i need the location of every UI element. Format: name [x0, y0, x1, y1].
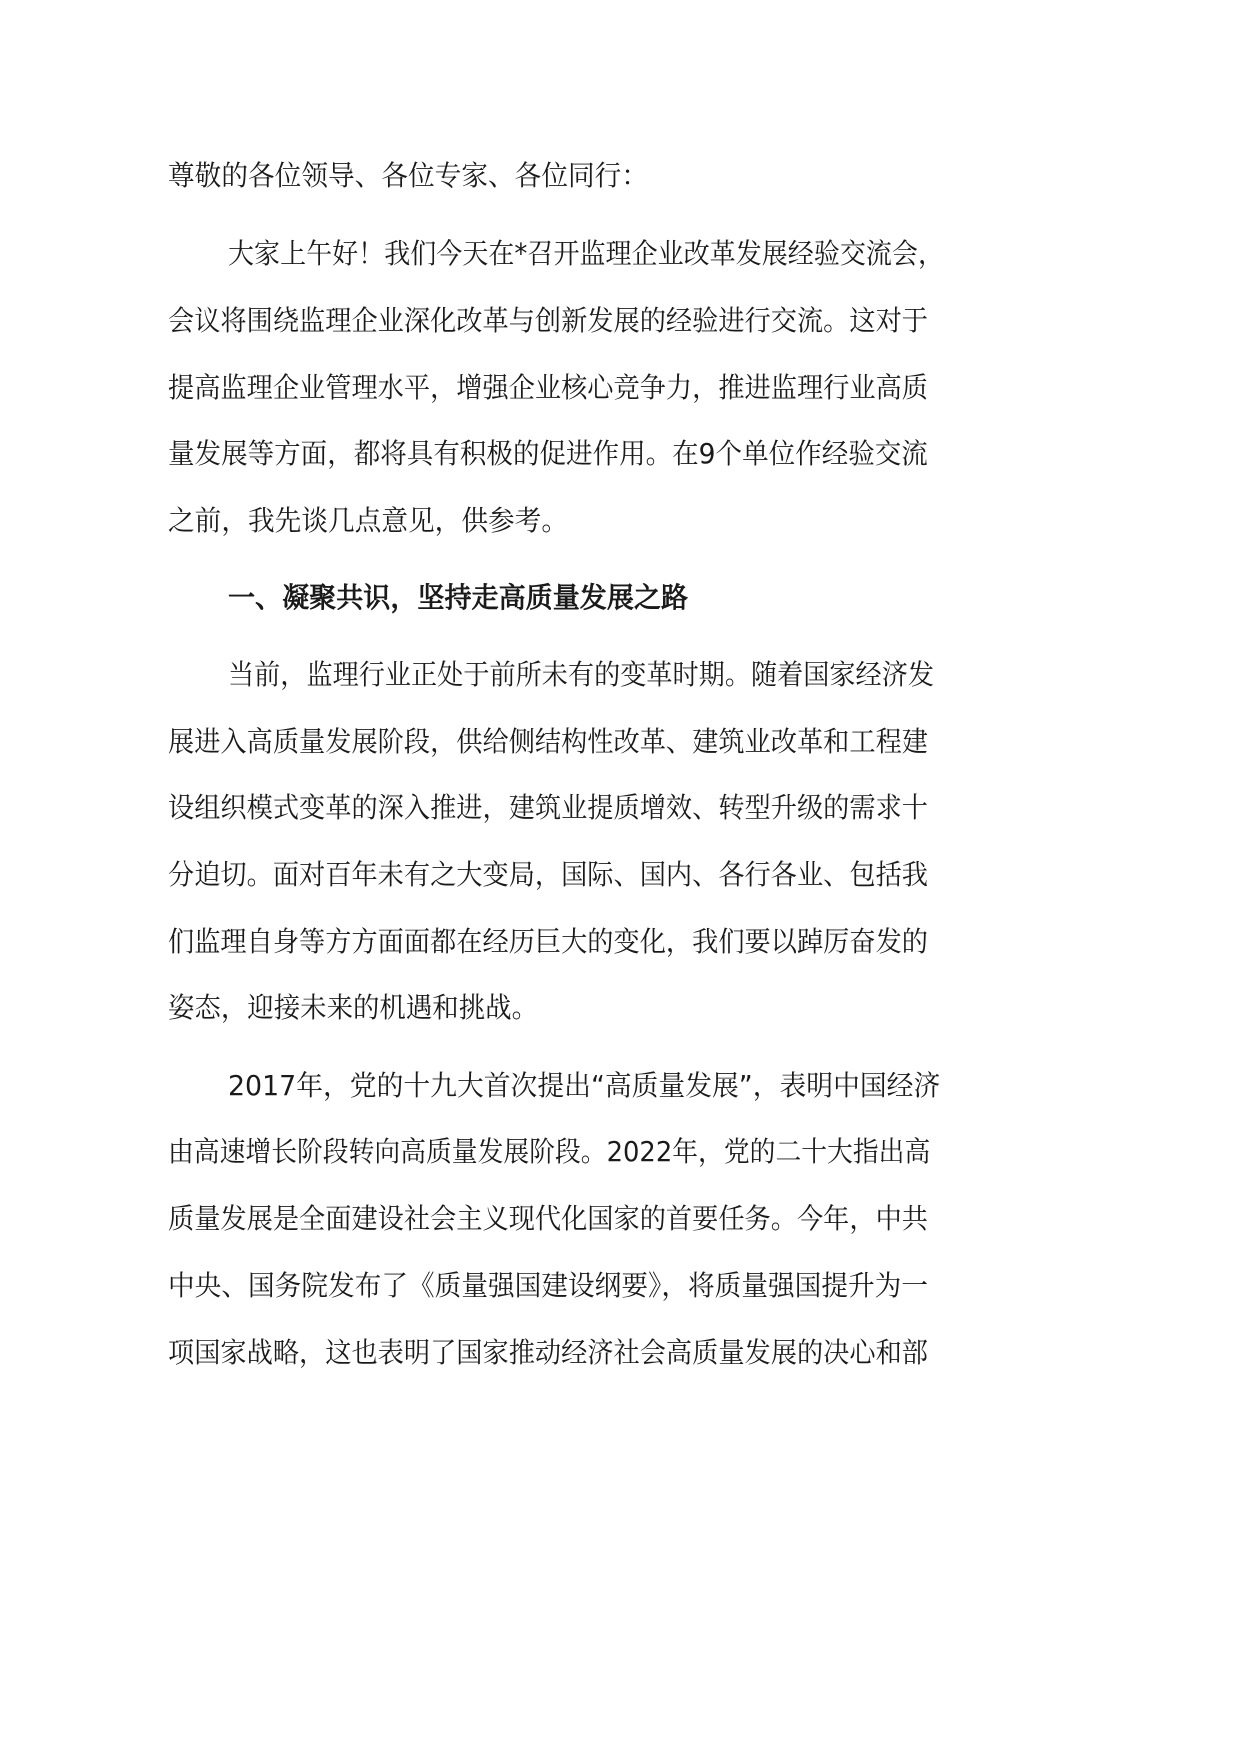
- paragraph-3-line-4: 中央、国务院发布了《质量强国建设纲要》，将质量强国提升为一: [168, 1269, 929, 1302]
- greeting-line: 尊敬的各位领导、各位专家、各位同行：: [168, 159, 649, 192]
- paragraph-2-line-6: 姿态，迎接未来的机遇和挑战。: [168, 991, 539, 1024]
- paragraph-3-line-3: 质量发展是全面建设社会主义现代化国家的首要任务。今年，中共: [168, 1202, 929, 1235]
- paragraph-2-line-2: 展进入高质量发展阶段，供给侧结构性改革、建筑业改革和工程建: [168, 725, 929, 758]
- paragraph-3-line-5: 项国家战略，这也表明了国家推动经济社会高质量发展的决心和部: [168, 1336, 929, 1369]
- paragraph-2-line-4: 分迫切。面对百年未有之大变局，国际、国内、各行各业、包括我: [168, 858, 929, 891]
- paragraph-1-line-4: 量发展等方面，都将具有积极的促进作用。在9个单位作经验交流: [168, 437, 928, 470]
- paragraph-3-line-1: 2017年，党的十九大首次提出“高质量发展”，表明中国经济: [228, 1069, 941, 1102]
- paragraph-1-line-2: 会议将围绕监理企业深化改革与创新发展的经验进行交流。这对于: [168, 304, 929, 337]
- section-heading-1: 一、凝聚共识，坚持走高质量发展之路: [228, 581, 689, 614]
- paragraph-2-line-1: 当前，监理行业正处于前所未有的变革时期。随着国家经济发: [228, 658, 935, 691]
- paragraph-3-line-2: 由高速增长阶段转向高质量发展阶段。2022年，党的二十大指出高: [168, 1135, 931, 1168]
- paragraph-1-line-1: 大家上午好！我们今天在*召开监理企业改革发展经验交流会，: [228, 237, 945, 270]
- paragraph-2-line-3: 设组织模式变革的深入推进，建筑业提质增效、转型升级的需求十: [168, 791, 929, 824]
- paragraph-2-line-5: 们监理自身等方方面面都在经历巨大的变化，我们要以踔厉奋发的: [168, 925, 929, 958]
- paragraph-1-line-5: 之前，我先谈几点意见，供参考。: [168, 504, 569, 537]
- paragraph-1-line-3: 提高监理企业管理水平，增强企业核心竞争力，推进监理行业高质: [168, 371, 929, 404]
